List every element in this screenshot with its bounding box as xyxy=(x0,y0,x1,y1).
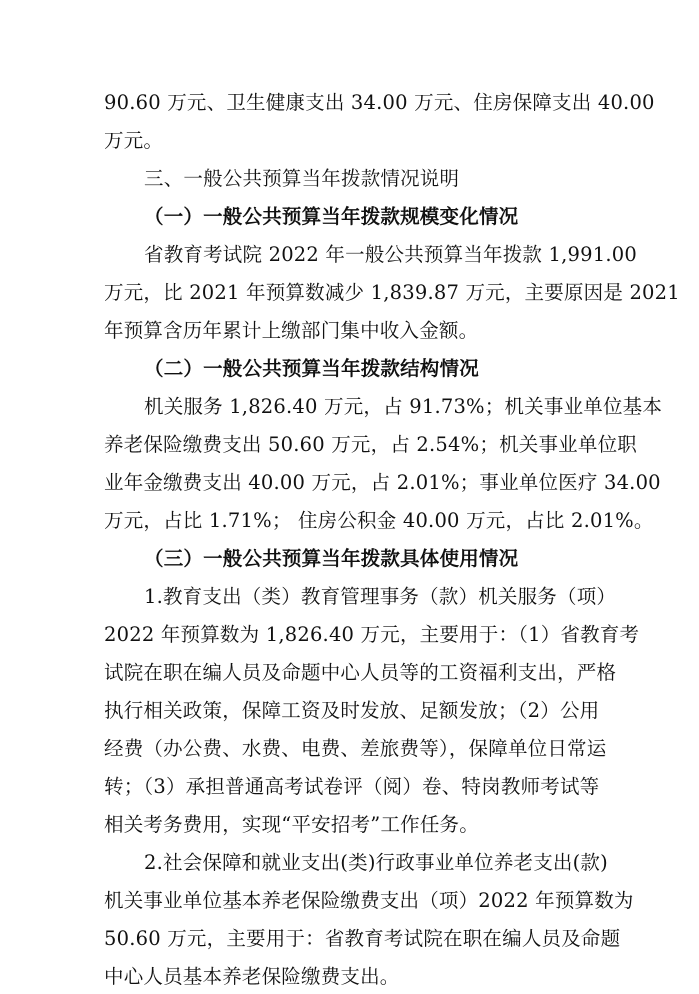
text-line-17: 执行相关政策，保障工资及时发放、足额发放；（2）公用 xyxy=(104,699,600,722)
text-line-23: 50.60 万元，主要用于：省教育考试院在职在编人员及命题 xyxy=(104,927,621,950)
subsection-heading-2: （二）一般公共预算当年拨款结构情况 xyxy=(144,357,479,380)
text-line-12: 万元，占比 1.71%； 住房公积金 40.00 万元，占比 2.01%。 xyxy=(104,509,654,532)
text-line-7: 年预算含历年累计上缴部门集中收入金额。 xyxy=(104,319,479,342)
text-line-24: 中心人员基本养老保险缴费支出。 xyxy=(104,965,400,988)
text-line-10: 养老保险缴费支出 50.60 万元，占 2.54%；机关事业单位职 xyxy=(104,433,637,456)
text-line-19: 转；（3）承担普通高考试卷评（阅）卷、特岗教师考试等 xyxy=(104,775,600,798)
text-line-9: 机关服务 1,826.40 万元，占 91.73%；机关事业单位基本 xyxy=(144,395,663,418)
subsection-heading-1: （一）一般公共预算当年拨款规模变化情况 xyxy=(144,205,519,228)
text-line-15: 2022 年预算数为 1,826.40 万元，主要用于：（1）省教育考 xyxy=(104,623,640,646)
text-line-16: 试院在职在编人员及命题中心人员等的工资福利支出，严格 xyxy=(104,661,617,684)
text-line-2: 万元。 xyxy=(104,129,164,152)
text-line-20: 相关考务费用，实现“平安招考”工作任务。 xyxy=(104,813,479,836)
text-line-14: 1.教育支出（类）教育管理事务（款）机关服务（项） xyxy=(144,585,617,608)
text-line-11: 业年金缴费支出 40.00 万元，占 2.01%；事业单位医疗 34.00 xyxy=(104,471,661,494)
text-line-1: 90.60 万元、卫生健康支出 34.00 万元、住房保障支出 40.00 xyxy=(104,91,655,114)
section-heading-3: 三、一般公共预算当年拨款情况说明 xyxy=(144,167,460,190)
text-line-18: 经费（办公费、水费、电费、差旅费等），保障单位日常运 xyxy=(104,737,607,760)
subsection-heading-3: （三）一般公共预算当年拨款具体使用情况 xyxy=(144,547,519,570)
text-line-21: 2.社会保障和就业支出(类)行政事业单位养老支出(款) xyxy=(144,851,608,874)
text-line-22: 机关事业单位基本养老保险缴费支出（项）2022 年预算数为 xyxy=(104,889,634,912)
text-line-6: 万元，比 2021 年预算数减少 1,839.87 万元，主要原因是 2021 xyxy=(104,281,680,304)
text-line-5: 省教育考试院 2022 年一般公共预算当年拨款 1,991.00 xyxy=(144,243,637,266)
